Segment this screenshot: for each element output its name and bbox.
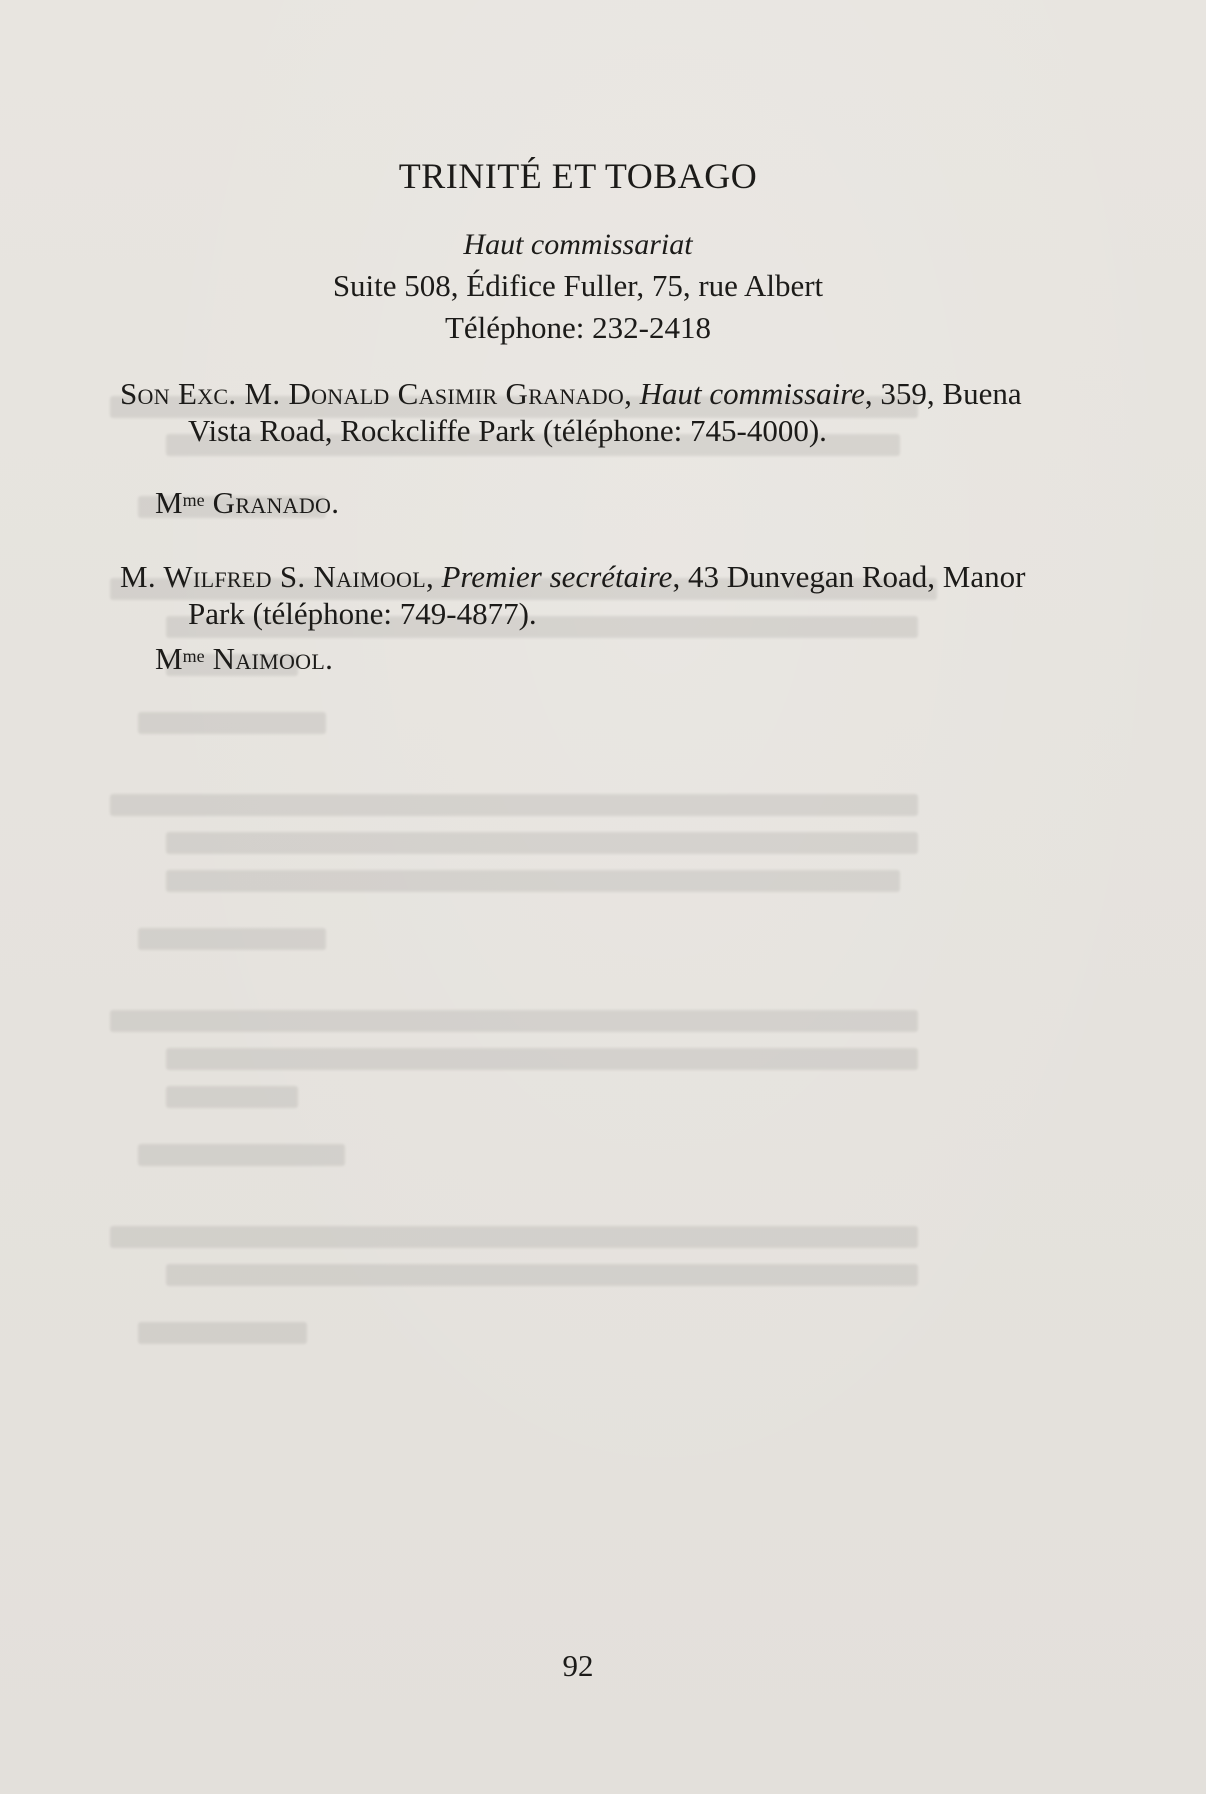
spouse-entry xyxy=(155,484,339,521)
spouse-entry xyxy=(155,640,333,677)
diplomat-role: Haut commissaire xyxy=(639,376,865,411)
country-title: TRINITÉ ET TOBAGO xyxy=(398,156,758,196)
entry-separator: , xyxy=(624,376,640,411)
spouse-prefix-sup: me xyxy=(182,646,205,666)
diplomat-entry xyxy=(120,375,1030,449)
diplomat-details: , 43 Dunvegan Road, Manor Park (téléphone: 749-4877). xyxy=(188,559,1026,631)
spouse-prefix-sup: me xyxy=(182,490,205,510)
page-number: 92 xyxy=(562,1648,594,1683)
spouse-name: Granado. xyxy=(204,485,340,520)
mission-type: Haut commissariat xyxy=(463,228,693,261)
diplomat-name: Donald Casimir Granado xyxy=(288,376,625,411)
mission-address: Suite 508, Édifice Fuller, 75, rue Albert xyxy=(332,268,824,303)
diplomat-role: Premier secrétaire xyxy=(441,559,673,594)
diplomat-details: , 359, Buena Vista Road, Rockcliffe Park (téléphone: 745-4000). xyxy=(188,376,1022,448)
spouse-prefix: M xyxy=(155,641,183,676)
mission-phone: Téléphone: 232-2418 xyxy=(444,310,711,345)
diplomat-name: Wilfred S. Naimool xyxy=(163,559,426,594)
entry-prefix: M. xyxy=(120,559,164,594)
entry-prefix: Son Exc. M. xyxy=(120,376,289,411)
diplomat-entry xyxy=(120,558,1030,632)
entry-separator: , xyxy=(425,559,442,594)
spouse-name: Naimool. xyxy=(204,641,334,676)
spouse-prefix: M xyxy=(155,485,183,520)
